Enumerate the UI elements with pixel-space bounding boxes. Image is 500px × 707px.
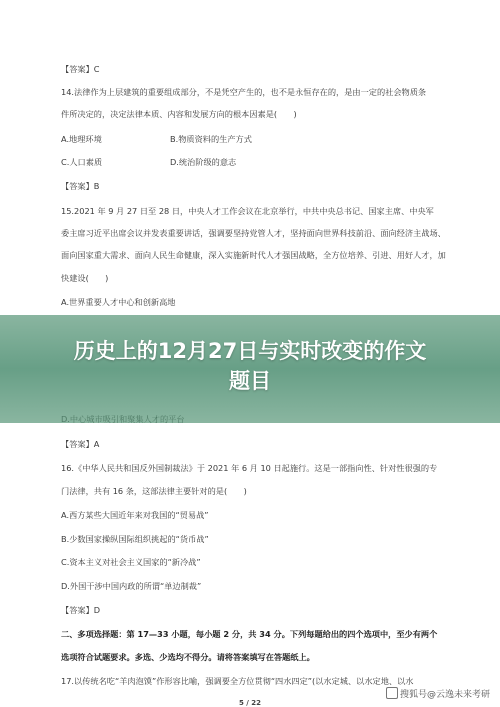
question-16-line-2: 门法律，共有 16 条，这部法律主要针对的是( ) xyxy=(61,486,247,496)
question-16-line-1: 16.《中华人民共和国反外国制裁法》于 2021 年 6 月 10 日起施行。这是一部指向性、针对性很强的专 xyxy=(61,463,438,473)
q14-option-c: C.人口素质 xyxy=(61,157,103,167)
watermark xyxy=(386,687,490,700)
answer-line: 【答案】D xyxy=(61,605,101,615)
question-15-line-4: 快建设( ) xyxy=(61,273,109,283)
question-15-line-1: 15.2021 年 9 月 27 日至 28 日，中央人才工作会议在北京举行，中共中央总书记、国家主席、中央军 xyxy=(61,206,434,216)
question-15-line-3: 面向国家重大需求、面向人民生命健康，深入实施新时代人才强国战略，全方位培养、引进、用好人才，加 xyxy=(61,250,446,260)
q14-option-a: A.地理环境 xyxy=(61,134,102,144)
q14-option-d: D.统治阶级的意志 xyxy=(170,157,237,167)
q16-option-b: B.少数国家操纵国际组织挑起的“货币战” xyxy=(61,534,209,544)
section-2-heading-line-1: 二、多项选择题：第 17—33 小题，每小题 2 分，共 34 分。下列每题给出的四个选项中，至少有两个 xyxy=(61,629,438,639)
page-number: 5 / 22 xyxy=(238,699,262,707)
q16-option-d: D.外国干涉中国内政的所谓“单边制裁” xyxy=(61,581,202,591)
banner-title xyxy=(0,336,500,396)
question-17-line-1: 17.以传统名吃“羊肉泡馍”作形容比喻，强调要全方位贯彻“四水四定”(以水定城、以水定地、以水 xyxy=(61,676,414,686)
question-15-line-2: 委主席习近平出席会议并发表重要讲话，强调要坚持党管人才，坚持面向世界科技前沿、面向经济主战场、 xyxy=(61,228,446,238)
question-14-line-2: 件所决定的，决定法律本质、内容和发展方向的根本因素是( ) xyxy=(61,109,297,119)
sohu-logo-icon xyxy=(386,687,398,699)
q14-option-b: B.物质资料的生产方式 xyxy=(170,134,252,144)
answer-line: 【答案】A xyxy=(61,439,100,449)
watermark-text: 搜狐号@云逸未来考研 xyxy=(399,690,490,700)
answer-line: 【答案】C xyxy=(61,64,100,74)
section-2-heading-line-2: 选项符合试题要求。多选、少选均不得分。请将答案填写在答题纸上。 xyxy=(61,652,315,662)
question-14-line-1: 14.法律作为上层建筑的重要组成部分，不是凭空产生的，也不是永恒存在的，是由一定的社会物质条 xyxy=(61,87,427,97)
q15-option-a: A.世界重要人才中心和创新高地 xyxy=(61,297,176,307)
banner-title-line-2: 题目 xyxy=(229,369,271,393)
q16-option-c: C.资本主义对社会主义国家的“新冷战” xyxy=(61,557,201,567)
answer-line: 【答案】B xyxy=(61,181,100,191)
q16-option-a: A.西方某些大国近年来对我国的“贸易战” xyxy=(61,510,209,520)
banner-title-line-1: 历史上的12月27日与实时改变的作文 xyxy=(73,339,427,363)
